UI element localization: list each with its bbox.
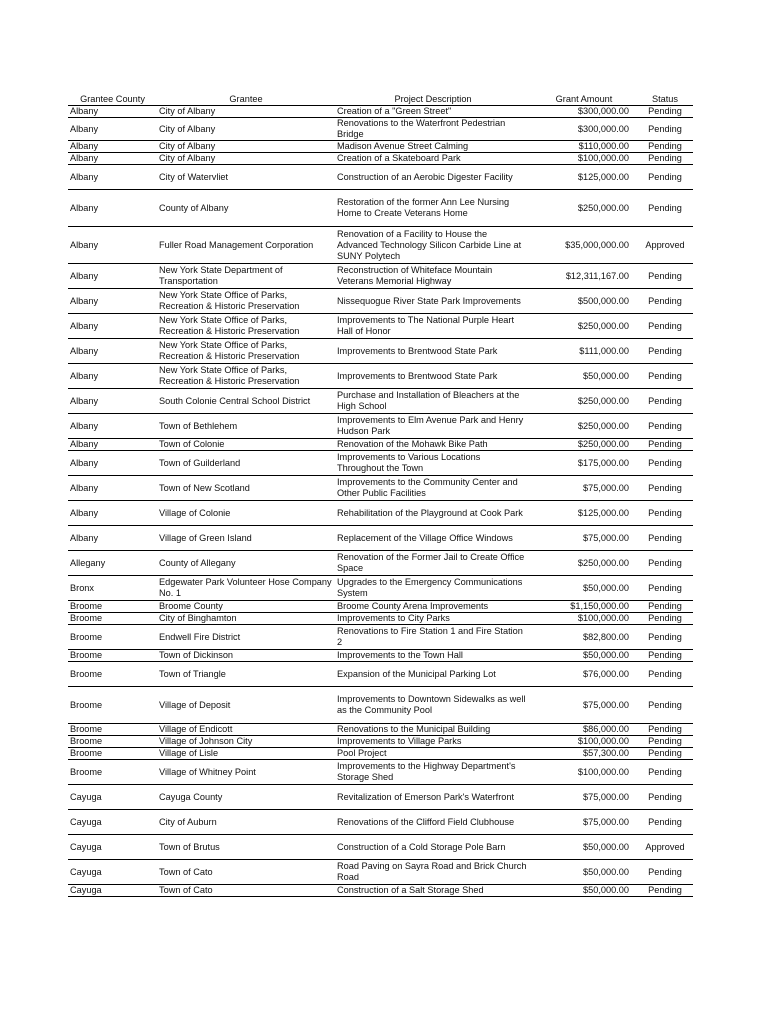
cell-grantee: Broome County	[157, 601, 335, 613]
table-row	[68, 687, 693, 724]
cell-project: Improvements to The National Purple Heart Hall of Honor	[335, 314, 531, 339]
cell-grantee: Town of New Scotland	[157, 476, 335, 501]
cell-amount: $250,000.00	[531, 190, 637, 227]
cell-project: Improvements to Elm Avenue Park and Henry Hudson Park	[335, 414, 531, 439]
cell-amount: $250,000.00	[531, 414, 637, 439]
table-row	[68, 860, 693, 885]
cell-amount: $35,000,000.00	[531, 227, 637, 264]
cell-grantee: Edgewater Park Volunteer Hose Company No. 1	[157, 576, 335, 601]
cell-status: Pending	[637, 860, 693, 885]
cell-county: Broome	[68, 760, 157, 785]
cell-amount: $100,000.00	[531, 153, 637, 165]
cell-grantee: Village of Johnson City	[157, 736, 335, 748]
cell-amount: $50,000.00	[531, 650, 637, 662]
cell-grantee: City of Binghamton	[157, 613, 335, 625]
cell-grantee: City of Albany	[157, 153, 335, 165]
cell-county: Albany	[68, 414, 157, 439]
cell-county: Albany	[68, 389, 157, 414]
cell-grantee: Town of Bethlehem	[157, 414, 335, 439]
cell-county: Bronx	[68, 576, 157, 601]
cell-grantee: Village of Deposit	[157, 687, 335, 724]
cell-status: Pending	[637, 736, 693, 748]
cell-status: Pending	[637, 687, 693, 724]
cell-status: Approved	[637, 835, 693, 860]
cell-status: Pending	[637, 551, 693, 576]
cell-county: Albany	[68, 526, 157, 551]
col-header-county: Grantee County	[68, 94, 157, 106]
cell-project: Improvements to the Highway Department's Storage Shed	[335, 760, 531, 785]
cell-grantee: New York State Office of Parks, Recreation & Historic Preservation	[157, 364, 335, 389]
table-row	[68, 106, 693, 118]
cell-county: Broome	[68, 613, 157, 625]
cell-grantee: County of Albany	[157, 190, 335, 227]
cell-county: Broome	[68, 601, 157, 613]
cell-status: Pending	[637, 601, 693, 613]
col-header-amount: Grant Amount	[531, 94, 637, 106]
cell-grantee: City of Watervliet	[157, 165, 335, 190]
table-row	[68, 736, 693, 748]
cell-status: Pending	[637, 724, 693, 736]
cell-county: Cayuga	[68, 860, 157, 885]
cell-status: Pending	[637, 106, 693, 118]
col-header-grantee: Grantee	[157, 94, 335, 106]
cell-amount: $50,000.00	[531, 576, 637, 601]
cell-county: Allegany	[68, 551, 157, 576]
table-row	[68, 601, 693, 613]
table-row	[68, 190, 693, 227]
table-row	[68, 835, 693, 860]
cell-grantee: Village of Whitney Point	[157, 760, 335, 785]
cell-project: Renovations to Fire Station 1 and Fire Station 2	[335, 625, 531, 650]
cell-amount: $110,000.00	[531, 141, 637, 153]
cell-status: Pending	[637, 625, 693, 650]
cell-project: Pool Project	[335, 748, 531, 760]
cell-amount: $57,300.00	[531, 748, 637, 760]
cell-grantee: New York State Office of Parks, Recreation & Historic Preservation	[157, 289, 335, 314]
cell-county: Albany	[68, 153, 157, 165]
cell-county: Broome	[68, 748, 157, 760]
table-row	[68, 625, 693, 650]
cell-grantee: Cayuga County	[157, 785, 335, 810]
cell-grantee: City of Albany	[157, 118, 335, 141]
cell-county: Albany	[68, 501, 157, 526]
cell-project: Creation of a Skateboard Park	[335, 153, 531, 165]
table-row	[68, 748, 693, 760]
cell-grantee: Town of Dickinson	[157, 650, 335, 662]
cell-grantee: Town of Triangle	[157, 662, 335, 687]
header-row	[68, 94, 693, 106]
table-row	[68, 264, 693, 289]
cell-grantee: Village of Lisle	[157, 748, 335, 760]
table-row	[68, 576, 693, 601]
table-row	[68, 339, 693, 364]
cell-county: Broome	[68, 662, 157, 687]
cell-grantee: South Colonie Central School District	[157, 389, 335, 414]
cell-county: Broome	[68, 724, 157, 736]
col-header-project: Project Description	[335, 94, 531, 106]
cell-status: Pending	[637, 613, 693, 625]
cell-status: Pending	[637, 264, 693, 289]
cell-amount: $1,150,000.00	[531, 601, 637, 613]
cell-amount: $50,000.00	[531, 885, 637, 897]
table-row	[68, 451, 693, 476]
cell-county: Broome	[68, 736, 157, 748]
cell-county: Broome	[68, 687, 157, 724]
cell-amount: $82,800.00	[531, 625, 637, 650]
cell-status: Pending	[637, 439, 693, 451]
cell-project: Restoration of the former Ann Lee Nursing Home to Create Veterans Home	[335, 190, 531, 227]
cell-amount: $300,000.00	[531, 106, 637, 118]
table-row	[68, 414, 693, 439]
cell-amount: $250,000.00	[531, 314, 637, 339]
cell-county: Cayuga	[68, 785, 157, 810]
cell-status: Pending	[637, 165, 693, 190]
cell-status: Pending	[637, 748, 693, 760]
cell-project: Construction of a Cold Storage Pole Barn	[335, 835, 531, 860]
table-header	[68, 94, 693, 106]
cell-county: Albany	[68, 141, 157, 153]
cell-amount: $86,000.00	[531, 724, 637, 736]
cell-grantee: City of Auburn	[157, 810, 335, 835]
cell-status: Pending	[637, 885, 693, 897]
cell-county: Albany	[68, 227, 157, 264]
cell-project: Construction of a Salt Storage Shed	[335, 885, 531, 897]
cell-amount: $250,000.00	[531, 389, 637, 414]
table-row	[68, 141, 693, 153]
cell-status: Pending	[637, 289, 693, 314]
cell-project: Improvements to Downtown Sidewalks as well as the Community Pool	[335, 687, 531, 724]
table-row	[68, 153, 693, 165]
cell-amount: $100,000.00	[531, 760, 637, 785]
cell-amount: $50,000.00	[531, 860, 637, 885]
cell-project: Improvements to Various Locations Throughout the Town	[335, 451, 531, 476]
table-row	[68, 501, 693, 526]
cell-project: Road Paving on Sayra Road and Brick Church Road	[335, 860, 531, 885]
cell-amount: $75,000.00	[531, 526, 637, 551]
cell-status: Pending	[637, 760, 693, 785]
cell-status: Pending	[637, 190, 693, 227]
cell-project: Renovations of the Clifford Field Clubhouse	[335, 810, 531, 835]
cell-project: Revitalization of Emerson Park's Waterfront	[335, 785, 531, 810]
cell-county: Albany	[68, 339, 157, 364]
cell-amount: $125,000.00	[531, 501, 637, 526]
cell-project: Improvements to City Parks	[335, 613, 531, 625]
col-header-status: Status	[637, 94, 693, 106]
cell-project: Renovation of the Mohawk Bike Path	[335, 439, 531, 451]
cell-project: Reconstruction of Whiteface Mountain Veterans Memorial Highway	[335, 264, 531, 289]
cell-county: Albany	[68, 451, 157, 476]
cell-project: Creation of a "Green Street"	[335, 106, 531, 118]
cell-grantee: Town of Cato	[157, 885, 335, 897]
cell-amount: $100,000.00	[531, 613, 637, 625]
cell-amount: $50,000.00	[531, 364, 637, 389]
cell-project: Improvements to Brentwood State Park	[335, 364, 531, 389]
cell-amount: $75,000.00	[531, 687, 637, 724]
table-row	[68, 314, 693, 339]
table-row	[68, 785, 693, 810]
cell-grantee: Village of Colonie	[157, 501, 335, 526]
cell-project: Construction of an Aerobic Digester Facility	[335, 165, 531, 190]
cell-county: Cayuga	[68, 885, 157, 897]
cell-project: Replacement of the Village Office Windows	[335, 526, 531, 551]
table-row	[68, 526, 693, 551]
cell-grantee: Town of Colonie	[157, 439, 335, 451]
cell-project: Improvements to the Community Center and Other Public Facilities	[335, 476, 531, 501]
cell-project: Renovations to the Waterfront Pedestrian Bridge	[335, 118, 531, 141]
table-row	[68, 289, 693, 314]
table-row	[68, 650, 693, 662]
cell-county: Albany	[68, 289, 157, 314]
cell-project: Upgrades to the Emergency Communications System	[335, 576, 531, 601]
cell-county: Cayuga	[68, 810, 157, 835]
cell-grantee: New York State Office of Parks, Recreation & Historic Preservation	[157, 339, 335, 364]
cell-status: Pending	[637, 501, 693, 526]
table-row	[68, 439, 693, 451]
cell-county: Broome	[68, 625, 157, 650]
cell-status: Pending	[637, 810, 693, 835]
cell-status: Pending	[637, 526, 693, 551]
cell-status: Pending	[637, 451, 693, 476]
table-body	[68, 106, 693, 897]
cell-amount: $100,000.00	[531, 736, 637, 748]
table-row	[68, 476, 693, 501]
cell-grantee: Town of Guilderland	[157, 451, 335, 476]
cell-project: Renovation of a Facility to House the Advanced Technology Silicon Carbide Line at SUNY Polytech	[335, 227, 531, 264]
cell-status: Pending	[637, 576, 693, 601]
cell-project: Rehabilitation of the Playground at Cook Park	[335, 501, 531, 526]
cell-amount: $175,000.00	[531, 451, 637, 476]
cell-grantee: Town of Cato	[157, 860, 335, 885]
cell-status: Pending	[637, 476, 693, 501]
cell-grantee: New York State Office of Parks, Recreation & Historic Preservation	[157, 314, 335, 339]
cell-status: Pending	[637, 364, 693, 389]
cell-status: Pending	[637, 785, 693, 810]
cell-status: Approved	[637, 227, 693, 264]
cell-amount: $75,000.00	[531, 476, 637, 501]
cell-status: Pending	[637, 153, 693, 165]
cell-amount: $75,000.00	[531, 785, 637, 810]
cell-grantee: Town of Brutus	[157, 835, 335, 860]
table-row	[68, 885, 693, 897]
table-row	[68, 165, 693, 190]
table-row	[68, 613, 693, 625]
table-row	[68, 724, 693, 736]
cell-project: Renovations to the Municipal Building	[335, 724, 531, 736]
cell-grantee: County of Allegany	[157, 551, 335, 576]
table-row	[68, 760, 693, 785]
cell-project: Improvements to Village Parks	[335, 736, 531, 748]
cell-status: Pending	[637, 414, 693, 439]
cell-county: Albany	[68, 165, 157, 190]
cell-status: Pending	[637, 662, 693, 687]
cell-county: Albany	[68, 264, 157, 289]
cell-county: Albany	[68, 364, 157, 389]
cell-amount: $12,311,167.00	[531, 264, 637, 289]
cell-amount: $50,000.00	[531, 835, 637, 860]
cell-amount: $300,000.00	[531, 118, 637, 141]
cell-county: Cayuga	[68, 835, 157, 860]
cell-grantee: Village of Green Island	[157, 526, 335, 551]
cell-project: Purchase and Installation of Bleachers at the High School	[335, 389, 531, 414]
table-row	[68, 227, 693, 264]
cell-status: Pending	[637, 339, 693, 364]
cell-county: Albany	[68, 314, 157, 339]
cell-project: Improvements to Brentwood State Park	[335, 339, 531, 364]
cell-county: Albany	[68, 476, 157, 501]
cell-grantee: Fuller Road Management Corporation	[157, 227, 335, 264]
cell-grantee: City of Albany	[157, 141, 335, 153]
cell-project: Expansion of the Municipal Parking Lot	[335, 662, 531, 687]
table-row	[68, 810, 693, 835]
cell-county: Broome	[68, 650, 157, 662]
cell-amount: $76,000.00	[531, 662, 637, 687]
cell-county: Albany	[68, 118, 157, 141]
cell-grantee: Village of Endicott	[157, 724, 335, 736]
cell-project: Madison Avenue Street Calming	[335, 141, 531, 153]
cell-amount: $125,000.00	[531, 165, 637, 190]
cell-amount: $250,000.00	[531, 551, 637, 576]
table-row	[68, 551, 693, 576]
cell-county: Albany	[68, 190, 157, 227]
table-row	[68, 662, 693, 687]
cell-status: Pending	[637, 118, 693, 141]
cell-status: Pending	[637, 650, 693, 662]
cell-county: Albany	[68, 106, 157, 118]
cell-amount: $500,000.00	[531, 289, 637, 314]
cell-grantee: New York State Department of Transportation	[157, 264, 335, 289]
grants-table	[68, 94, 693, 897]
cell-project: Improvements to the Town Hall	[335, 650, 531, 662]
cell-amount: $250,000.00	[531, 439, 637, 451]
table-row	[68, 118, 693, 141]
cell-amount: $111,000.00	[531, 339, 637, 364]
cell-grantee: City of Albany	[157, 106, 335, 118]
cell-project: Nissequogue River State Park Improvements	[335, 289, 531, 314]
cell-county: Albany	[68, 439, 157, 451]
cell-grantee: Endwell Fire District	[157, 625, 335, 650]
table-row	[68, 389, 693, 414]
cell-project: Renovation of the Former Jail to Create Office Space	[335, 551, 531, 576]
cell-status: Pending	[637, 141, 693, 153]
cell-status: Pending	[637, 389, 693, 414]
cell-status: Pending	[637, 314, 693, 339]
cell-amount: $75,000.00	[531, 810, 637, 835]
table-row	[68, 364, 693, 389]
cell-project: Broome County Arena Improvements	[335, 601, 531, 613]
